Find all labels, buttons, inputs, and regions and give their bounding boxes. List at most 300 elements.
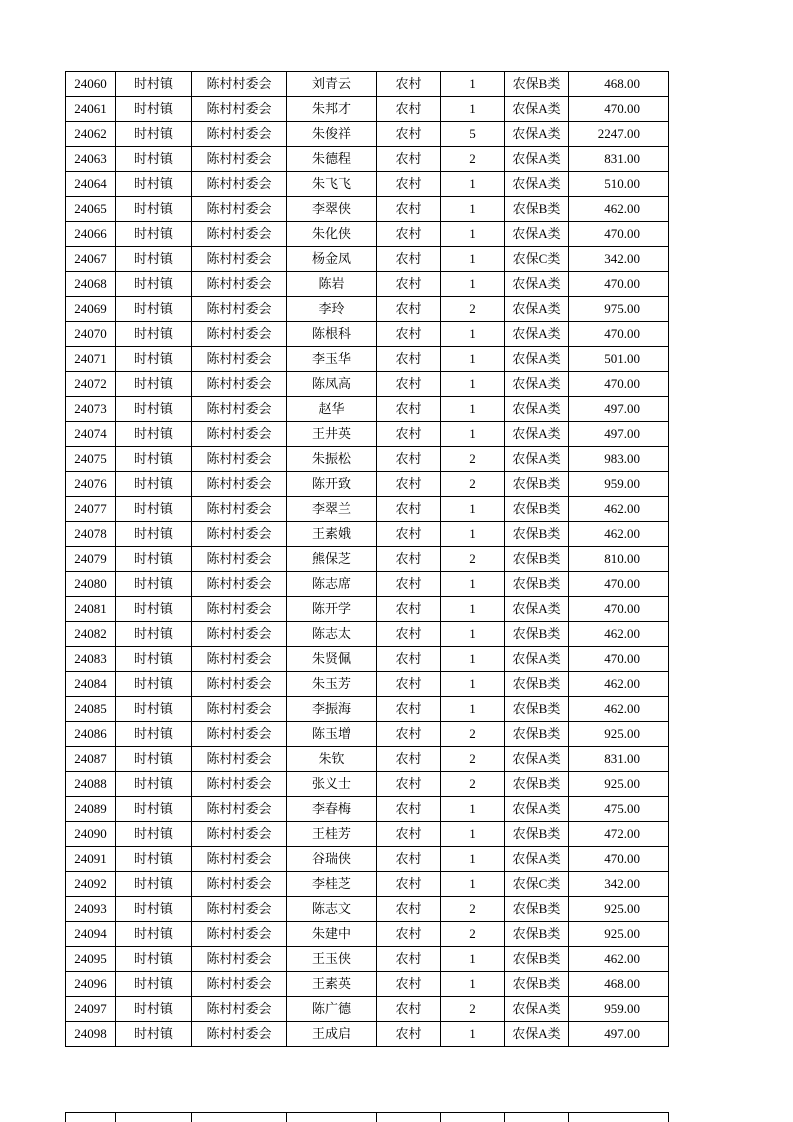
cell-category: 农保B类 [505,672,569,697]
table-row [66,722,669,747]
cell-type: 农村 [377,447,441,472]
cell-village: 陈村村委会 [192,947,287,972]
cell-town: 时村镇 [116,622,192,647]
table-body [66,72,669,1047]
cell-name: 朱振松 [287,447,377,472]
table-row [66,697,669,722]
cell-name: 朱建中 [287,922,377,947]
cell-type: 农村 [377,947,441,972]
cell-town: 时村镇 [116,297,192,322]
table-row [66,597,669,622]
cell-count: 2 [441,722,505,747]
cell-type: 农村 [377,372,441,397]
cell-amount: 462.00 [569,947,669,972]
cell-name: 陈凤高 [287,372,377,397]
cell-id: 24081 [66,597,116,622]
table-row [66,972,669,997]
cell-town: 时村镇 [116,647,192,672]
cell-category: 农保B类 [505,947,569,972]
cell-id: 24092 [66,872,116,897]
cell-village: 陈村村委会 [192,447,287,472]
cell-count: 1 [441,697,505,722]
cell-town: 时村镇 [116,97,192,122]
cell-category: 农保A类 [505,447,569,472]
cell-name: 朱贤佩 [287,647,377,672]
cell-count: 1 [441,872,505,897]
cell-amount: 470.00 [569,847,669,872]
cell-count: 2 [441,297,505,322]
cell-category: 农保A类 [505,997,569,1022]
cell-category: 农保B类 [505,72,569,97]
cell-type: 农村 [377,847,441,872]
cell-name: 朱德程 [287,147,377,172]
cell-category: 农保A类 [505,97,569,122]
cell-village: 陈村村委会 [192,247,287,272]
cell-type: 农村 [377,472,441,497]
cell-name: 朱俊祥 [287,122,377,147]
cell-village: 陈村村委会 [192,322,287,347]
table-row [66,122,669,147]
cell-empty [66,1113,116,1122]
cell-name: 杨金凤 [287,247,377,272]
cell-amount: 462.00 [569,197,669,222]
cell-category: 农保A类 [505,222,569,247]
cell-town: 时村镇 [116,697,192,722]
cell-count: 2 [441,772,505,797]
cell-id: 24098 [66,1022,116,1047]
cell-town: 时村镇 [116,222,192,247]
cell-name: 王素娥 [287,522,377,547]
cell-type: 农村 [377,697,441,722]
cell-type: 农村 [377,797,441,822]
table-row [66,897,669,922]
cell-type: 农村 [377,997,441,1022]
cell-name: 朱化侠 [287,222,377,247]
cell-id: 24064 [66,172,116,197]
cell-amount: 925.00 [569,897,669,922]
cell-town: 时村镇 [116,847,192,872]
table-row [66,247,669,272]
cell-name: 陈广德 [287,997,377,1022]
cell-village: 陈村村委会 [192,897,287,922]
cell-type: 农村 [377,547,441,572]
cell-id: 24077 [66,497,116,522]
cell-town: 时村镇 [116,822,192,847]
cell-town: 时村镇 [116,522,192,547]
cell-type: 农村 [377,297,441,322]
cell-category: 农保A类 [505,347,569,372]
cell-name: 朱钦 [287,747,377,772]
table-row [66,947,669,972]
cell-id: 24073 [66,397,116,422]
cell-type: 农村 [377,572,441,597]
table-row [66,372,669,397]
cell-name: 陈志太 [287,622,377,647]
cell-town: 时村镇 [116,272,192,297]
cell-village: 陈村村委会 [192,672,287,697]
cell-village: 陈村村委会 [192,97,287,122]
cell-category: 农保A类 [505,422,569,447]
cell-name: 李振海 [287,697,377,722]
cell-village: 陈村村委会 [192,1022,287,1047]
cell-name: 陈开学 [287,597,377,622]
cell-id: 24085 [66,697,116,722]
cell-name: 陈志席 [287,572,377,597]
cell-count: 1 [441,272,505,297]
cell-type: 农村 [377,122,441,147]
cell-count: 1 [441,647,505,672]
cell-empty [505,1113,569,1122]
cell-name: 刘青云 [287,72,377,97]
table-row [66,322,669,347]
cell-name: 李春梅 [287,797,377,822]
cell-name: 谷瑞侠 [287,847,377,872]
cell-id: 24091 [66,847,116,872]
cell-type: 农村 [377,922,441,947]
cell-amount: 831.00 [569,747,669,772]
cell-id: 24069 [66,297,116,322]
cell-type: 农村 [377,772,441,797]
cell-village: 陈村村委会 [192,872,287,897]
cell-count: 1 [441,397,505,422]
cell-category: 农保A类 [505,272,569,297]
cell-count: 1 [441,97,505,122]
cell-village: 陈村村委会 [192,72,287,97]
cell-amount: 497.00 [569,397,669,422]
cell-name: 陈根科 [287,322,377,347]
cell-count: 1 [441,197,505,222]
cell-village: 陈村村委会 [192,972,287,997]
cell-name: 陈志文 [287,897,377,922]
cell-town: 时村镇 [116,322,192,347]
cell-type: 农村 [377,272,441,297]
cell-category: 农保B类 [505,522,569,547]
cell-amount: 959.00 [569,997,669,1022]
cell-category: 农保B类 [505,472,569,497]
cell-count: 1 [441,947,505,972]
cell-village: 陈村村委会 [192,547,287,572]
cell-type: 农村 [377,322,441,347]
cell-empty [441,1113,505,1122]
cell-category: 农保B类 [505,572,569,597]
cell-id: 24068 [66,272,116,297]
cell-category: 农保B类 [505,697,569,722]
cell-village: 陈村村委会 [192,697,287,722]
cell-village: 陈村村委会 [192,347,287,372]
cell-count: 2 [441,147,505,172]
table-row [66,647,669,672]
cell-town: 时村镇 [116,997,192,1022]
cell-count: 1 [441,822,505,847]
cell-name: 李翠兰 [287,497,377,522]
cell-amount: 468.00 [569,972,669,997]
cell-amount: 470.00 [569,572,669,597]
cell-village: 陈村村委会 [192,572,287,597]
cell-count: 1 [441,622,505,647]
table-row [66,797,669,822]
cell-id: 24082 [66,622,116,647]
cell-town: 时村镇 [116,122,192,147]
cell-category: 农保B类 [505,497,569,522]
cell-amount: 342.00 [569,872,669,897]
cell-amount: 975.00 [569,297,669,322]
cell-name: 王素英 [287,972,377,997]
cell-village: 陈村村委会 [192,922,287,947]
cell-type: 农村 [377,672,441,697]
table-row [66,397,669,422]
cell-town: 时村镇 [116,197,192,222]
cell-category: 农保A类 [505,647,569,672]
cell-village: 陈村村委会 [192,147,287,172]
cell-town: 时村镇 [116,472,192,497]
table-row [66,847,669,872]
cell-id: 24080 [66,572,116,597]
cell-town: 时村镇 [116,872,192,897]
cell-type: 农村 [377,1022,441,1047]
cell-count: 2 [441,897,505,922]
cell-category: 农保A类 [505,797,569,822]
cell-amount: 468.00 [569,72,669,97]
table-row [66,472,669,497]
cell-amount: 470.00 [569,647,669,672]
cell-id: 24088 [66,772,116,797]
cell-village: 陈村村委会 [192,197,287,222]
cell-empty [116,1113,192,1122]
cell-town: 时村镇 [116,397,192,422]
cell-category: 农保B类 [505,722,569,747]
cell-amount: 810.00 [569,547,669,572]
cell-type: 农村 [377,522,441,547]
cell-id: 24075 [66,447,116,472]
cell-village: 陈村村委会 [192,372,287,397]
cell-town: 时村镇 [116,1022,192,1047]
cell-type: 农村 [377,147,441,172]
cell-count: 2 [441,922,505,947]
cell-count: 1 [441,322,505,347]
cell-name: 熊保芝 [287,547,377,572]
data-table [65,71,669,1047]
table-row [66,622,669,647]
cell-village: 陈村村委会 [192,422,287,447]
cell-category: 农保A类 [505,172,569,197]
cell-amount: 470.00 [569,322,669,347]
table-row [66,97,669,122]
cell-village: 陈村村委会 [192,272,287,297]
cell-name: 陈开致 [287,472,377,497]
table-row [66,822,669,847]
cell-id: 24086 [66,722,116,747]
cell-amount: 475.00 [569,797,669,822]
cell-type: 农村 [377,722,441,747]
table-row [66,997,669,1022]
cell-count: 2 [441,472,505,497]
cell-type: 农村 [377,397,441,422]
cell-category: 农保A类 [505,847,569,872]
cell-village: 陈村村委会 [192,822,287,847]
cell-amount: 501.00 [569,347,669,372]
cell-amount: 470.00 [569,222,669,247]
cell-count: 2 [441,997,505,1022]
cell-town: 时村镇 [116,447,192,472]
cell-type: 农村 [377,747,441,772]
cell-amount: 925.00 [569,922,669,947]
cell-village: 陈村村委会 [192,397,287,422]
cell-category: 农保A类 [505,1022,569,1047]
cell-type: 农村 [377,822,441,847]
next-page-table-fragment [65,1112,669,1122]
cell-category: 农保B类 [505,972,569,997]
cell-id: 24093 [66,897,116,922]
cell-town: 时村镇 [116,747,192,772]
cell-village: 陈村村委会 [192,847,287,872]
cell-name: 陈岩 [287,272,377,297]
cell-count: 1 [441,1022,505,1047]
cell-amount: 462.00 [569,622,669,647]
cell-category: 农保A类 [505,372,569,397]
cell-count: 1 [441,972,505,997]
cell-id: 24065 [66,197,116,222]
cell-type: 农村 [377,97,441,122]
cell-town: 时村镇 [116,172,192,197]
cell-id: 24084 [66,672,116,697]
table-row-partial [66,1113,669,1122]
cell-name: 陈玉增 [287,722,377,747]
cell-count: 1 [441,72,505,97]
cell-village: 陈村村委会 [192,122,287,147]
cell-type: 农村 [377,972,441,997]
cell-name: 李翠侠 [287,197,377,222]
cell-village: 陈村村委会 [192,172,287,197]
table-row [66,447,669,472]
cell-id: 24079 [66,547,116,572]
cell-count: 1 [441,347,505,372]
cell-amount: 472.00 [569,822,669,847]
cell-name: 赵华 [287,397,377,422]
cell-type: 农村 [377,622,441,647]
cell-village: 陈村村委会 [192,497,287,522]
cell-town: 时村镇 [116,372,192,397]
cell-village: 陈村村委会 [192,297,287,322]
cell-town: 时村镇 [116,72,192,97]
cell-id: 24089 [66,797,116,822]
cell-town: 时村镇 [116,597,192,622]
cell-name: 朱邦才 [287,97,377,122]
cell-name: 朱玉芳 [287,672,377,697]
cell-town: 时村镇 [116,972,192,997]
cell-name: 张义士 [287,772,377,797]
cell-type: 农村 [377,72,441,97]
cell-town: 时村镇 [116,897,192,922]
cell-amount: 462.00 [569,522,669,547]
table-row [66,172,669,197]
cell-count: 1 [441,847,505,872]
next-page-table-body [66,1113,669,1122]
cell-id: 24095 [66,947,116,972]
cell-count: 1 [441,522,505,547]
cell-name: 朱飞飞 [287,172,377,197]
cell-count: 1 [441,572,505,597]
cell-empty [569,1113,669,1122]
cell-id: 24096 [66,972,116,997]
cell-id: 24083 [66,647,116,672]
cell-amount: 470.00 [569,272,669,297]
cell-town: 时村镇 [116,947,192,972]
table-row [66,72,669,97]
table-row [66,222,669,247]
cell-amount: 925.00 [569,722,669,747]
cell-village: 陈村村委会 [192,222,287,247]
cell-id: 24072 [66,372,116,397]
cell-category: 农保A类 [505,597,569,622]
cell-id: 24087 [66,747,116,772]
cell-count: 1 [441,222,505,247]
cell-amount: 462.00 [569,697,669,722]
cell-category: 农保A类 [505,122,569,147]
cell-count: 1 [441,422,505,447]
cell-amount: 925.00 [569,772,669,797]
cell-amount: 983.00 [569,447,669,472]
table-row [66,347,669,372]
cell-id: 24063 [66,147,116,172]
cell-id: 24070 [66,322,116,347]
cell-type: 农村 [377,247,441,272]
cell-category: 农保B类 [505,197,569,222]
table-row [66,747,669,772]
cell-empty [192,1113,287,1122]
cell-category: 农保B类 [505,622,569,647]
cell-id: 24078 [66,522,116,547]
table-row [66,872,669,897]
cell-id: 24071 [66,347,116,372]
cell-id: 24074 [66,422,116,447]
table-row [66,547,669,572]
cell-count: 1 [441,672,505,697]
cell-category: 农保C类 [505,872,569,897]
cell-name: 王成启 [287,1022,377,1047]
cell-town: 时村镇 [116,572,192,597]
cell-amount: 470.00 [569,597,669,622]
cell-type: 农村 [377,347,441,372]
cell-count: 5 [441,122,505,147]
table-row [66,1022,669,1047]
cell-amount: 462.00 [569,497,669,522]
cell-count: 1 [441,172,505,197]
table-row [66,422,669,447]
cell-type: 农村 [377,172,441,197]
cell-amount: 510.00 [569,172,669,197]
cell-town: 时村镇 [116,722,192,747]
cell-category: 农保B类 [505,897,569,922]
table-row [66,497,669,522]
cell-village: 陈村村委会 [192,772,287,797]
cell-type: 农村 [377,897,441,922]
cell-village: 陈村村委会 [192,522,287,547]
cell-town: 时村镇 [116,247,192,272]
cell-category: 农保A类 [505,397,569,422]
cell-village: 陈村村委会 [192,472,287,497]
cell-type: 农村 [377,597,441,622]
cell-town: 时村镇 [116,347,192,372]
cell-village: 陈村村委会 [192,997,287,1022]
cell-id: 24062 [66,122,116,147]
cell-category: 农保B类 [505,822,569,847]
cell-empty [377,1113,441,1122]
cell-count: 1 [441,597,505,622]
cell-amount: 470.00 [569,97,669,122]
cell-town: 时村镇 [116,772,192,797]
table-row [66,672,669,697]
cell-village: 陈村村委会 [192,747,287,772]
